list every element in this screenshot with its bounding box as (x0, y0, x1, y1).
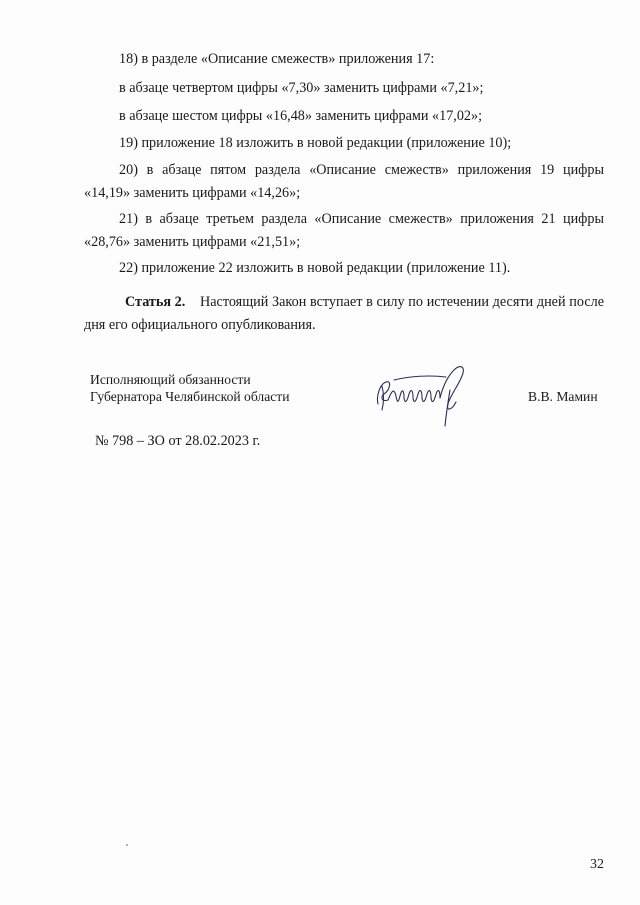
amendment-21-line2: «28,76» заменить цифрами «21,51»; (84, 234, 301, 250)
amendment-18-sub1: в абзаце четвертом цифры «7,30» заменить цифрами «7,21»; (119, 80, 484, 96)
amendment-20-line1: 20) в абзаце пятом раздела «Описание смежеств» приложения 19 цифры (119, 162, 604, 178)
amendment-19: 19) приложение 18 изложить в новой редакции (приложение 10); (119, 135, 512, 151)
article-2-text-line1: Настоящий Закон вступает в силу по истечении десяти дней после (200, 294, 604, 310)
scan-speck (126, 844, 128, 846)
signatory-name: В.В. Мамин (528, 389, 598, 404)
amendment-22: 22) приложение 22 изложить в новой редакции (приложение 11). (119, 260, 511, 276)
signatory-position-line1: Исполняющий обязанности (90, 372, 251, 387)
signatory-position-line2: Губернатора Челябинской области (90, 389, 290, 404)
amendment-18: 18) в разделе «Описание смежеств» приложения 17: (119, 51, 435, 67)
article-2-text-line2: дня его официального опубликования. (84, 317, 316, 333)
law-number: № 798 – ЗО от 28.02.2023 г. (95, 433, 261, 449)
handwritten-signature-icon (370, 360, 490, 430)
amendment-18-sub2: в абзаце шестом цифры «16,48» заменить цифрами «17,02»; (119, 108, 483, 124)
amendment-20-line2: «14,19» заменить цифрами «14,26»; (84, 185, 301, 201)
article-2-heading: Статья 2. (125, 294, 186, 310)
page-number: 32 (590, 857, 604, 872)
amendment-21-line1: 21) в абзаце третьем раздела «Описание смежеств» приложения 21 цифры (119, 211, 604, 227)
